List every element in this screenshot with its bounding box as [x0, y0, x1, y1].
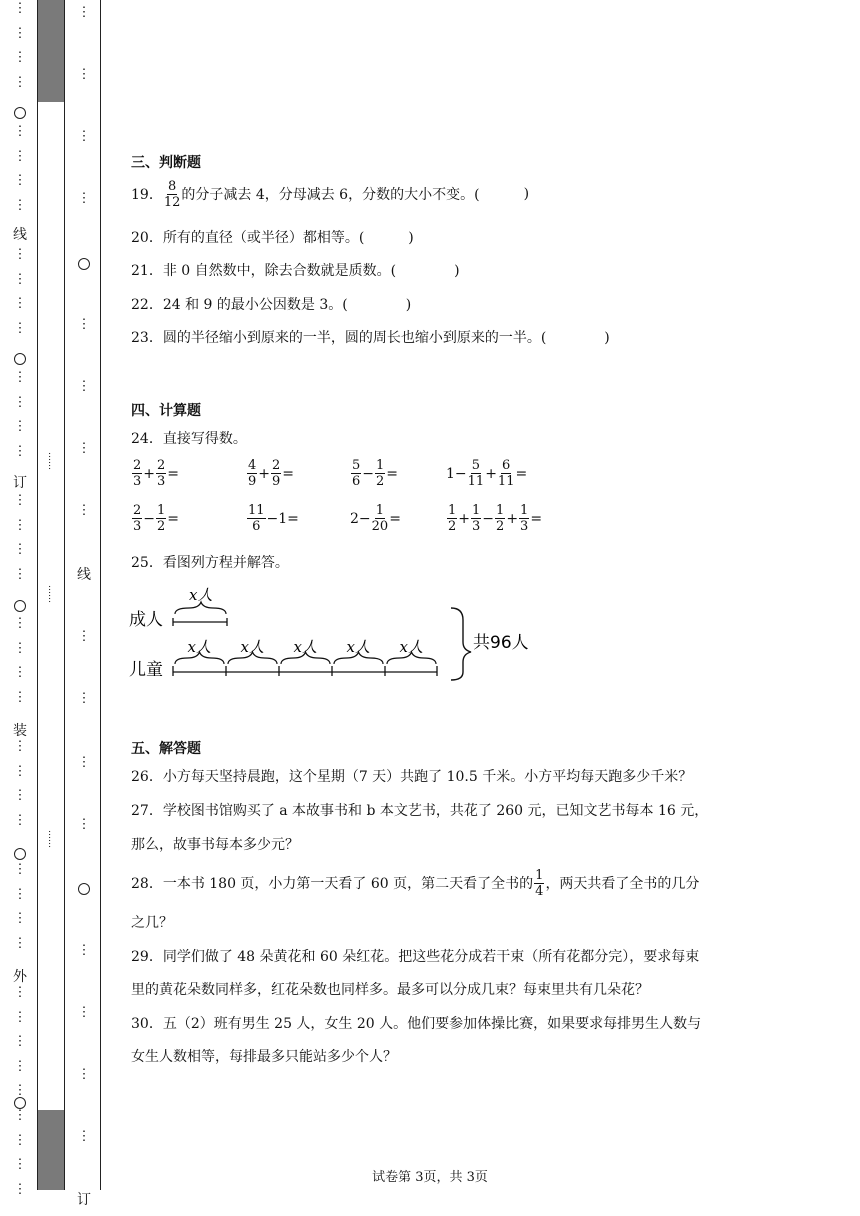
section-title-answer: 五、解答题 — [131, 741, 201, 757]
margin-dots: ⋮ — [13, 395, 27, 410]
fraction: $\frac{1}{4}$ — [535, 867, 544, 899]
margin-dots: ⋮ — [13, 665, 27, 680]
margin-dots: ⋮ — [13, 1034, 27, 1049]
margin-dots: ⋮ — [13, 444, 27, 459]
margin-dots: ⋮ — [13, 50, 27, 65]
margin-dots: ⋮ — [13, 272, 27, 287]
unit-label: x人 — [293, 638, 317, 656]
margin-dots: ⋮ — [13, 124, 27, 139]
margin-dotted: …… — [46, 585, 56, 603]
child-label: 儿童 — [129, 660, 163, 680]
margin-dots: ⋮ — [13, 862, 27, 877]
margin-dots: ⋮ — [13, 173, 27, 188]
calc-expr: $\frac{1}{2}$ + $\frac{1}{3}$ − $\frac{1}{2}$ + $\frac{1}{3}$ = — [448, 503, 543, 534]
question-20: 20．所有的直径（或半径）都相等。( ) — [131, 230, 414, 246]
circle-mark — [14, 1097, 26, 1109]
margin-dots: ⋮ — [13, 149, 27, 164]
circle-mark — [78, 258, 90, 270]
margin-dots: ⋮ — [13, 1157, 27, 1172]
unit-label: x人 — [189, 586, 213, 604]
margin-dots: ⋮ — [13, 788, 27, 803]
calc-expr: $\frac{11}{6}$ −1= — [248, 503, 299, 534]
margin-label-xian: 线 — [13, 227, 27, 243]
calc-expr: $\frac{4}{9}$ + $\frac{2}{9}$ = — [248, 458, 295, 489]
margin-label-ding-inner: 订 — [77, 1192, 91, 1208]
question-text: 的分子减去 4，分母减去 6，分数的大小不变。( — [181, 187, 480, 203]
margin-dots: ⋮ — [13, 813, 27, 828]
circle-mark — [14, 353, 26, 365]
margin-dots: ⋮ — [13, 616, 27, 631]
question-30-line1: 30．五（2）班有男生 25 人，女生 20 人。他们要参加体操比赛，如果要求每排男生人数与 — [131, 1016, 702, 1032]
margin-dots: ⋮ — [13, 1133, 27, 1148]
margin-dots: ⋮ — [13, 1083, 27, 1098]
margin-dots: ⋮ — [13, 26, 27, 41]
margin-dots: ⋮ — [13, 296, 27, 311]
question-22: 22．24 和 9 的最小公因数是 3。( ) — [131, 297, 412, 313]
calc-expr: $\frac{2}{3}$ + $\frac{2}{3}$ = — [133, 458, 180, 489]
margin-dots: ⋮ — [13, 764, 27, 779]
fraction: $\frac{8}{12}$ — [163, 178, 181, 210]
margin-dots: ⋮ — [13, 75, 27, 90]
margin-dots: ⋮ — [13, 493, 27, 508]
margin-dots: ⋮ — [13, 321, 27, 336]
margin-dots: ⋮ — [77, 191, 91, 206]
margin-dots: ⋮ — [13, 419, 27, 434]
margin-dots: ⋮ — [13, 641, 27, 656]
margin-dots: ⋮ — [77, 379, 91, 394]
circle-mark — [14, 848, 26, 860]
unit-label: x人 — [399, 638, 423, 656]
unit-label: x人 — [346, 638, 370, 656]
margin-dots: ⋮ — [77, 503, 91, 518]
unit-label: x人 — [187, 638, 211, 656]
margin-dots: ⋮ — [13, 1182, 27, 1197]
question-29-line1: 29．同学们做了 48 朵黄花和 60 朵红花。把这些花分成若干束（所有花都分完），要求每束 — [131, 949, 700, 965]
margin-dots: ⋮ — [13, 690, 27, 705]
circle-mark — [78, 883, 90, 895]
segment-diagram — [125, 580, 545, 690]
question-29-line2: 里的黄花朵数同样多，红花朵数也同样多。最多可以分成几束？每束里共有几朵花？ — [131, 982, 649, 998]
margin-gray-bar — [38, 0, 64, 102]
margin-dots: ⋮ — [13, 1010, 27, 1025]
question-19: 19． $\frac{8}{12}$ 的分子减去 4，分母减去 6，分数的大小不变。( ) — [131, 178, 530, 210]
margin-dots: ⋮ — [13, 247, 27, 262]
question-27-line2: 那么，故事书每本多少元？ — [131, 837, 299, 853]
margin-dots: ⋮ — [13, 1, 27, 16]
binding-margin — [0, 0, 102, 1216]
margin-dots: ⋮ — [13, 567, 27, 582]
margin-label-xian-inner: 线 — [77, 567, 91, 583]
section-title-calculation: 四、计算题 — [131, 403, 201, 419]
margin-dots: ⋮ — [13, 936, 27, 951]
margin-dots: ⋮ — [77, 1005, 91, 1020]
adult-label: 成人 — [129, 610, 163, 630]
unit-label: x人 — [240, 638, 264, 656]
margin-dots: ⋮ — [77, 67, 91, 82]
margin-dots: ⋮ — [13, 370, 27, 385]
margin-dots: ⋮ — [13, 198, 27, 213]
calc-expr: 2− $\frac{1}{20}$ = — [350, 503, 401, 534]
margin-dotted: …… — [46, 452, 56, 470]
margin-dots: ⋮ — [13, 542, 27, 557]
margin-dots: ⋮ — [77, 1067, 91, 1082]
margin-dotted: …… — [46, 830, 56, 848]
margin-dots: ⋮ — [13, 739, 27, 754]
margin-dots: ⋮ — [77, 441, 91, 456]
margin-dots: ⋮ — [77, 755, 91, 770]
question-24: 24．直接写得数。 — [131, 431, 247, 447]
margin-label-wai: 外 — [13, 969, 27, 985]
margin-dots: ⋮ — [13, 1108, 27, 1123]
question-26: 26．小方每天坚持晨跑，这个星期（7 天）共跑了 10.5 千米。小方平均每天跑多少千米？ — [131, 769, 693, 785]
margin-dots: ⋮ — [13, 985, 27, 1000]
calc-expr: 1− $\frac{5}{11}$ + $\frac{6}{11}$ = — [446, 458, 528, 489]
page-footer: 试卷第 3页，共 3页 — [372, 1170, 488, 1185]
margin-dots: ⋮ — [13, 911, 27, 926]
margin-dots: ⋮ — [13, 1059, 27, 1074]
circle-mark — [14, 107, 26, 119]
question-28-line2: 之几？ — [131, 915, 173, 931]
circle-mark — [14, 600, 26, 612]
question-21: 21．非 0 自然数中，除去合数就是质数。( ) — [131, 263, 460, 279]
question-27-line1: 27．学校图书馆购买了 a 本故事书和 b 本文艺书，共花了 260 元，已知文艺书每本 16 元， — [131, 803, 709, 819]
margin-label-ding: 订 — [13, 475, 27, 491]
calc-expr: $\frac{2}{3}$ − $\frac{1}{2}$ = — [133, 503, 180, 534]
question-23: 23．圆的半径缩小到原来的一半，圆的周长也缩小到原来的一半。( ) — [131, 330, 610, 346]
margin-dots: ⋮ — [77, 129, 91, 144]
question-25: 25．看图列方程并解答。 — [131, 555, 289, 571]
margin-dots: ⋮ — [77, 691, 91, 706]
total-label: 共96人 — [473, 633, 529, 653]
margin-dots: ⋮ — [77, 1129, 91, 1144]
margin-line — [64, 0, 65, 1190]
margin-line — [100, 0, 101, 1190]
margin-dots: ⋮ — [13, 518, 27, 533]
margin-dots: ⋮ — [77, 629, 91, 644]
question-28-line1: 28．一本书 180 页，小力第一天看了 60 页，第二天看了全书的 $\frac{1}{4}$ ，两天共看了全书的几分 — [131, 867, 700, 899]
calc-expr: $\frac{5}{6}$ − $\frac{1}{2}$ = — [352, 458, 399, 489]
margin-dots: ⋮ — [77, 317, 91, 332]
margin-dots: ⋮ — [13, 887, 27, 902]
margin-line — [37, 0, 38, 1190]
margin-dots: ⋮ — [77, 5, 91, 20]
section-title-judgement: 三、判断题 — [131, 155, 201, 171]
margin-dots: ⋮ — [77, 817, 91, 832]
question-number: 19． — [131, 187, 163, 203]
question-30-line2: 女生人数相等，每排最多只能站多少个人？ — [131, 1049, 397, 1065]
margin-label-zhuang: 装 — [13, 723, 27, 739]
margin-dots: ⋮ — [77, 943, 91, 958]
